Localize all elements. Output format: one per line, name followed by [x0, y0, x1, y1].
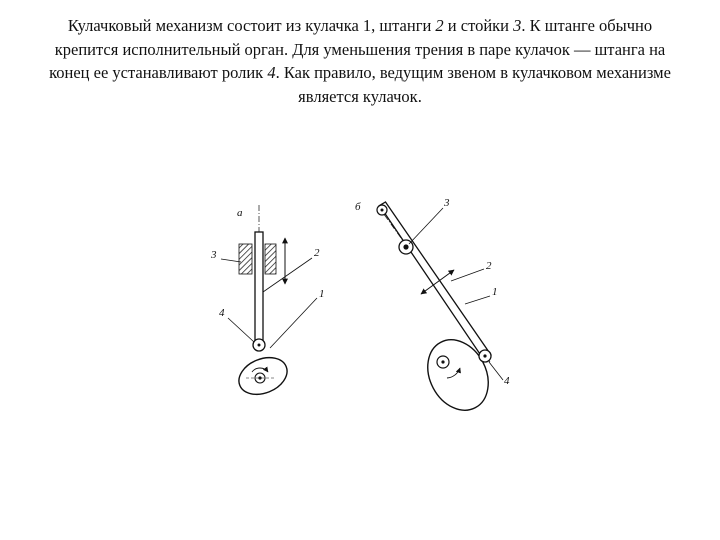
- view-b-leader-3: [409, 208, 443, 244]
- view-a-leader-4: [228, 318, 254, 342]
- view-b-label-roller: 4: [504, 375, 510, 387]
- view-b-label-stand: 3: [444, 197, 450, 209]
- view-b-label-cam: 1: [492, 286, 498, 298]
- view-b-leader-1: [465, 296, 490, 304]
- description-number-rod: 2: [435, 16, 444, 35]
- view-a-label-rod: 2: [314, 247, 320, 259]
- view-b-leader-4: [489, 362, 503, 380]
- view-b-leader-2: [451, 269, 484, 281]
- view-a-label: а: [237, 207, 243, 219]
- view-a-label-roller: 4: [219, 307, 225, 319]
- view-a-leader-3: [221, 259, 241, 262]
- description-part-4: . Как правило, ведущим звеном в кулачковом механизме является кулачок.: [275, 63, 671, 106]
- view-b: [355, 197, 510, 421]
- description-part-1: Кулачковый механизм состоит из кулачка 1, штанги: [67, 16, 436, 35]
- view-b-rod: [380, 202, 492, 360]
- description-number-stand: 3: [513, 16, 522, 35]
- description-part-2: и стойки: [443, 16, 514, 35]
- view-a-stand-right: [265, 244, 276, 274]
- view-b-label-rod: 2: [486, 260, 492, 272]
- view-a-stand-left: [239, 244, 252, 274]
- view-a: [210, 205, 325, 401]
- view-a-cam: [233, 351, 292, 401]
- view-a-label-stand: 3: [211, 249, 217, 261]
- description-number-roller: 4: [267, 63, 276, 82]
- view-a-leader-1: [270, 298, 317, 348]
- view-a-label-cam: 1: [319, 288, 325, 300]
- description-part-3: . К штанге обычно крепится исполнительный орган. Для уменьшения трения в паре кулачок — штанга на конец ее устанавливают ролик: [49, 16, 666, 82]
- view-b-cam: [416, 329, 500, 421]
- view-a-rod: [255, 232, 263, 340]
- view-b-label: б: [355, 201, 361, 213]
